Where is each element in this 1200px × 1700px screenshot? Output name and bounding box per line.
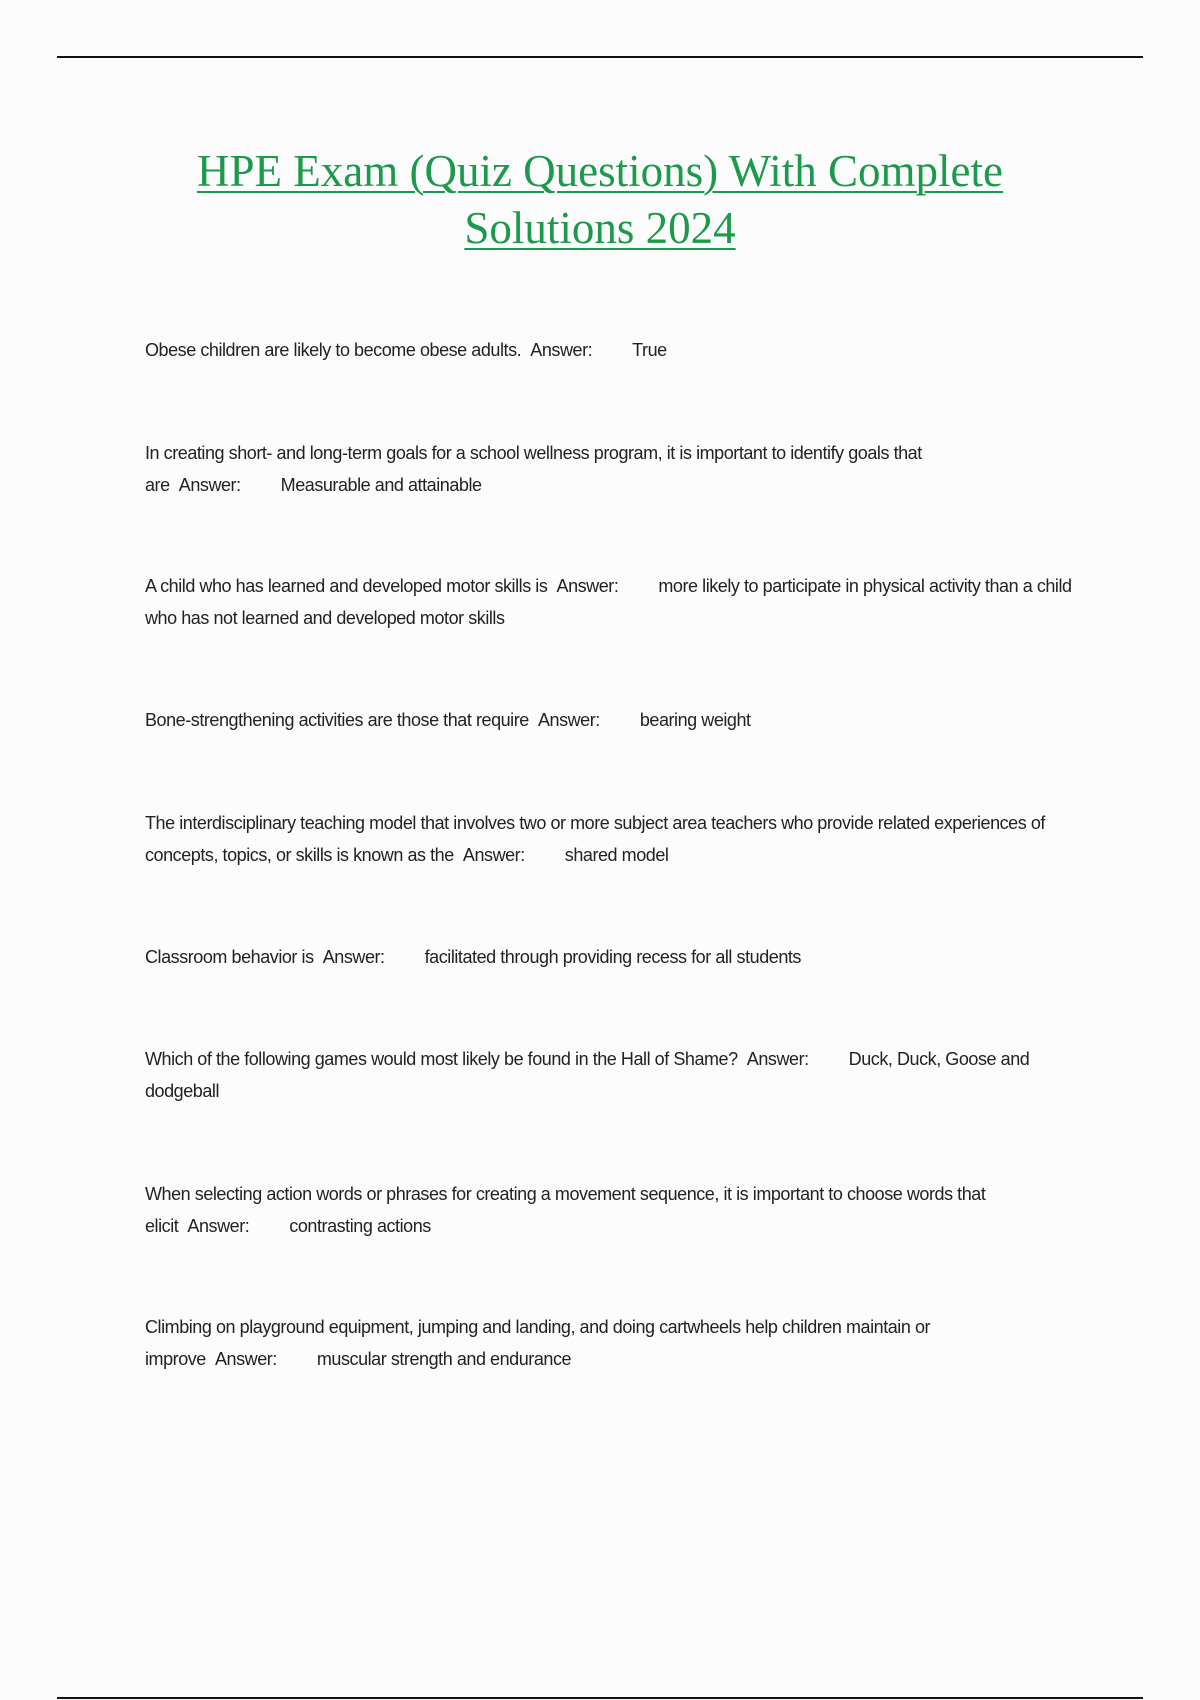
answer-text: facilitated through providing recess for all students [424, 947, 801, 967]
question-item [145, 570, 1105, 634]
answer-label: Answer: [556, 576, 619, 596]
answer-label: Answer: [178, 475, 241, 495]
question-item [145, 334, 1105, 366]
answer-label: Answer: [214, 1349, 277, 1369]
question-item [145, 1043, 1105, 1107]
title-line-1: HPE Exam (Quiz Questions) With Complete [196, 146, 1003, 196]
answer-text: Measurable and attainable [280, 475, 482, 495]
question-text: Classroom behavior is [145, 947, 314, 967]
question-text: Which of the following games would most likely be found in the Hall of Shame? [145, 1049, 738, 1069]
title-line-2: Solutions 2024 [464, 203, 736, 253]
question-item [145, 941, 1105, 973]
question-item [145, 437, 1105, 501]
answer-label: Answer: [530, 340, 593, 360]
question-text: The interdisciplinary teaching model that involves two or more subject area teachers who provide related experiences of concepts, topics, or skills is known as the [145, 813, 1045, 865]
question-text: A child who has learned and developed motor skills is [145, 576, 548, 596]
question-item [145, 1311, 1105, 1375]
question-item [145, 704, 1105, 736]
document-title [100, 143, 1100, 257]
answer-text: shared model [564, 845, 669, 865]
answer-label: Answer: [462, 845, 525, 865]
answer-text: more likely to participate in physical activity than a child who has not learned and developed motor skills [145, 576, 1072, 628]
answer-label: Answer: [187, 1216, 250, 1236]
question-text: Climbing on playground equipment, jumping and landing, and doing cartwheels help children maintain or improve [145, 1317, 931, 1369]
answer-text: True [632, 340, 667, 360]
question-text: In creating short- and long-term goals for a school wellness program, it is important to identify goals that are [145, 443, 922, 495]
answer-text: Duck, Duck, Goose and dodgeball [145, 1049, 1030, 1101]
answer-text: bearing weight [639, 710, 751, 730]
bottom-rule [57, 1697, 1143, 1699]
answer-label: Answer: [746, 1049, 809, 1069]
answer-label: Answer: [537, 710, 600, 730]
question-item [145, 807, 1105, 871]
question-text: Bone-strengthening activities are those that require [145, 710, 529, 730]
answer-text: muscular strength and endurance [316, 1349, 572, 1369]
question-text: Obese children are likely to become obese adults. [145, 340, 522, 360]
question-item [145, 1178, 1105, 1242]
top-rule [57, 56, 1143, 58]
answer-text: contrasting actions [289, 1216, 431, 1236]
answer-label: Answer: [322, 947, 385, 967]
question-text: When selecting action words or phrases for creating a movement sequence, it is important to choose words that elicit [145, 1184, 986, 1236]
